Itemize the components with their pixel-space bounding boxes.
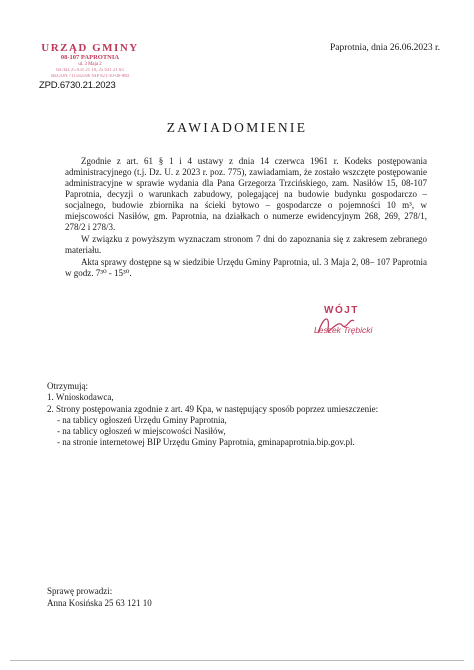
case-handler-name: Anna Kosińska 25 63 121 10 — [47, 598, 152, 608]
body-paragraph-1: Zgodnie z art. 61 § 1 i 4 ustawy z dnia 14 czerwca 1961 r. Kodeks postępowania administracyjnego (t.j. Dz. U. z 2023 r. poz. 775), zawiadamiam, że zostało wszczęte postępowanie administracyjne w sprawie wydania dla Pana Grzegorza Trzcińskiego, zam. Nasiłów 15, 08-107 Paprotnia, decyzji o warunkach zabudowy, polegającej na budowie budynku gospodarczo – socjalnego, budowie zbiornika na ścieki bytowo – gospodarcze o pojemności 10 m³, w miejscowości Nasiłów, gm. Paprotnia, na działkach o numerze ewidencyjnym 268, 269, 278/1, 278/2 i 278/3. — [65, 156, 427, 232]
body-paragraph-3: Akta sprawy dostępne są w siedzibie Urzędu Gminy Paprotnia, ul. 3 Maja 2, 08– 107 Paprotnia w godz. 7³⁰ - 15³⁰. — [65, 257, 427, 278]
stamp-office-name: URZĄD GMINY — [41, 42, 139, 54]
recipient-item-2: 2. Strony postępowania zgodnie z art. 49 Kpa, w następujący sposób poprzez umieszczenie: — [47, 403, 379, 414]
stamp-street: ul. 3 Maja 2 — [78, 62, 102, 67]
body-paragraph-2: W związku z powyższym wyznaczam stronom 7 dni do zapoznania się z zakresem zebranego materiału. — [65, 234, 427, 255]
recipient-item-1: 1. Wnioskodawca, — [47, 392, 114, 403]
recipient-subitem-1: - na tablicy ogłoszeń Urzędu Gminy Paprotnia, — [57, 414, 227, 425]
office-stamp — [40, 42, 140, 80]
case-handler-label: Sprawę prowadzi: — [47, 586, 113, 596]
case-handler — [47, 585, 152, 609]
case-reference: ZPD.6730.21.2023 — [39, 80, 116, 91]
recipients-heading: Otrzymują: — [47, 381, 88, 391]
signature-title: WÓJT — [324, 305, 359, 316]
signature-stamp — [312, 305, 392, 341]
stamp-phone: tel./fax 25 631 21 10, 25 631 21 03 — [56, 68, 124, 73]
document-title: ZAWIADOMIENIE — [166, 120, 308, 135]
notice-body — [65, 156, 427, 279]
recipients-list — [47, 381, 447, 449]
footer-divider — [10, 660, 464, 661]
recipient-subitem-2: - na tablicy ogłoszeń w miejscowości Nasiłów, — [57, 426, 226, 437]
place-date: Paprotnia, dnia 26.06.2023 r. — [330, 43, 441, 53]
stamp-ids: REGON 711582566 NIP 821-10-06-880 — [51, 74, 129, 79]
stamp-postcode: 08-107 PAPROTNIA — [60, 54, 120, 61]
signature-name: Leszek Trębicki — [314, 325, 373, 335]
recipient-subitem-3: - na stronie internetowej BIP Urzędu Gminy Paprotnia, gminapaprotnia.bip.gov.pl. — [57, 437, 355, 448]
